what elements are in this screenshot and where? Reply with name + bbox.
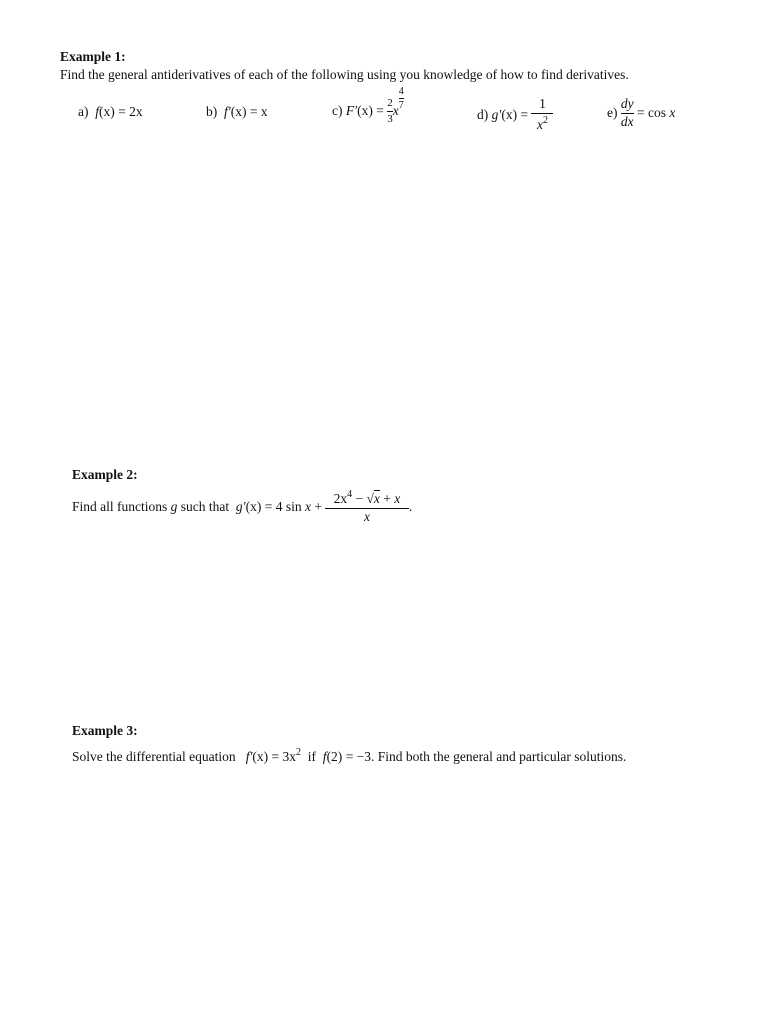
item-label: a) [78,104,89,119]
rational-fraction [325,489,409,525]
example-3-heading: Example 3: [72,723,138,738]
example-1-item-d [477,94,553,136]
numerator: 1 [539,96,546,112]
example-1-instruction: Find the general antiderivatives of each of the following using you knowledge of how to find derivatives. [60,67,629,82]
equals: = [376,103,384,118]
function-arg: (x) [501,107,518,122]
item-label: b) [206,104,218,119]
function-name: g′ [491,107,502,122]
rhs: = 3x [271,749,297,764]
exp-denominator: 7 [398,99,404,111]
exponent: 2 [296,747,302,758]
numerator: $2x^4 - √x + x$ [333,489,401,507]
suffix: . Find both the general and particular solutions. [371,749,627,764]
example-1-item-b [206,104,268,120]
example-1-item-c [332,85,404,132]
prefix: Find all functions [72,499,168,514]
example-3-statement [72,747,626,765]
function-name: g′ [235,499,246,514]
function-arg: (x) [245,499,262,514]
variable: x [304,499,311,514]
denominator: x [363,509,370,524]
equals-cos: = cos [637,105,666,120]
function-arg: (x) [357,103,373,118]
if-word: if [307,749,317,764]
item-label: c) [332,103,343,118]
function-arg: (x) [230,104,247,119]
exp-numerator: 4 [398,85,404,97]
variable: x [392,103,399,118]
function-name: f [95,104,100,119]
coefficient-fraction [387,97,393,124]
plus: + [314,499,322,514]
condition-arg: (2) [326,749,343,764]
denominator: $x^2$ [536,115,548,132]
equals-sin: = 4 sin [264,499,302,514]
period: . [408,499,413,514]
rhs-fraction [531,97,553,133]
example-1-item-a [78,104,143,120]
g-symbol: g [170,499,178,514]
exponent-fraction [399,86,404,111]
radicand: x [373,491,380,507]
condition-function: f [322,749,327,764]
rhs: = x [249,104,268,119]
prefix: Solve the differential equation [72,749,236,764]
function-name: f′ [224,104,231,119]
function-arg: (x) [99,104,115,119]
rhs: = 2x [118,104,143,119]
derivative-fraction [621,97,634,130]
denominator: dx [620,113,634,129]
function-name: F′ [345,103,358,118]
numerator: dy [620,95,634,111]
function-arg: (x) [252,749,269,764]
coef-denominator: 3 [387,112,393,125]
example-2-heading: Example 2: [72,467,138,482]
equals: = [520,107,529,122]
item-label: d) [477,107,489,122]
example-2-statement [72,484,412,530]
condition-value: = −3 [345,749,372,764]
example-1-heading: Example 1: [60,49,126,64]
function-name: f′ [245,749,253,764]
example-1-item-e [607,92,675,134]
variable: x [669,105,676,120]
item-label: e) [607,105,618,120]
coef-numerator: 2 [387,97,393,110]
such-that: such that [180,499,230,514]
